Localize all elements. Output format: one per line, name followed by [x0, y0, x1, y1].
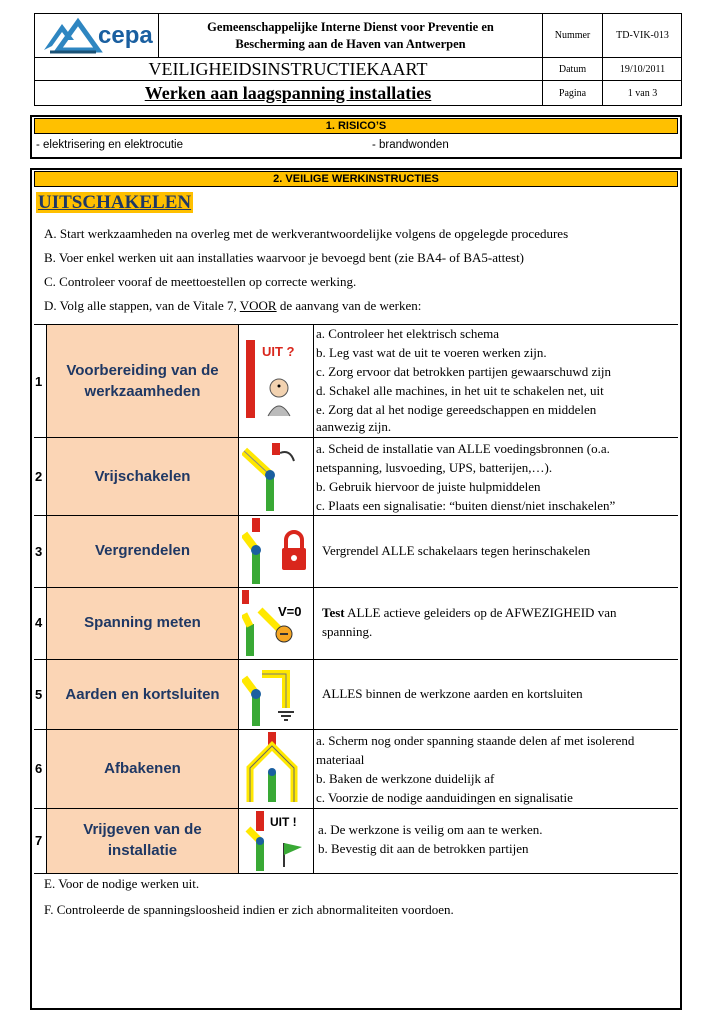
nummer-value: TD-VIK-013: [616, 30, 669, 41]
intro-item-a: A. Start werkzaamheden na overleg met de werkverantwoordelijke volgens de opgelegde procedures: [44, 226, 569, 241]
step5-line: ALLES binnen de werkzone aarden en kortsluiten: [322, 686, 583, 701]
padlock-icon: [242, 518, 310, 584]
step-label-vrijgeven: Vrijgeven van de installatie: [83, 821, 202, 859]
intro-item-d: D. Volg alle stappen, van de Vitale 7, VOOR de aanvang van de werken:: [44, 298, 422, 313]
datum-value: 19/10/2011: [619, 63, 666, 75]
step2-line: netspanning, lusvoeding, UPS, batterijen,…).: [316, 460, 553, 475]
step4-line: spanning.: [322, 624, 373, 639]
risk-item: - brandwonden: [372, 139, 449, 151]
doc-title: VEILIGHEIDSINSTRUCTIEKAART: [148, 58, 428, 79]
risks-heading: 1. RISICO’S: [34, 118, 678, 134]
step-label-aarden: Aarden en kortsluiten: [65, 686, 220, 703]
step6-line: materiaal: [316, 752, 365, 767]
step7-line: b. Bevestig dit aan de betrokken partijen: [318, 841, 529, 856]
doc-subtitle: Werken aan laagspanning installaties: [144, 83, 432, 103]
org-name: Gemeenschappelijke Interne Dienst voor Preventie en Bescherming aan de Haven van Antwerpen: [207, 20, 494, 51]
step2-line: a. Scheid de installatie van ALLE voedingsbronnen (o.a.: [316, 441, 610, 456]
intro-item-b: B. Voer enkel werken uit aan installaties waarvoor je bevoegd bent (zie BA4- of BA5-attest): [44, 250, 525, 265]
step2-line: c. Plaats een signalisatie: “buiten dienst/niet inschakelen”: [316, 498, 616, 513]
step-number: 3: [35, 544, 43, 559]
step-number: 2: [35, 469, 43, 484]
step1-line: e. Zorg dat al het nodige gereedschappen en middelen: [316, 402, 597, 417]
step7-line: a. De werkzone is veilig om aan te werken.: [318, 822, 543, 837]
datum-label: Datum: [558, 63, 587, 75]
uit-question-icon: UIT ?: [246, 340, 308, 418]
cepa-logo: [38, 16, 156, 56]
outro-item-f: F. Controleerde de spanningsloosheid indien er zich abnormaliteiten voordoen.: [44, 902, 454, 917]
grounding-icon: [242, 662, 310, 726]
pagina-value: 1 van 3: [627, 88, 658, 99]
step-number: 4: [35, 615, 43, 630]
section-title: UITSCHAKELEN: [38, 192, 192, 213]
step-number: 6: [35, 761, 43, 776]
step6-line: a. Scherm nog onder spanning staande delen af met isolerend: [316, 733, 635, 748]
step-label-voorbereiding: Voorbereiding van de werkzaamheden: [66, 362, 219, 400]
step1-line: aanwezig zijn.: [316, 419, 392, 434]
step-label-vrijschakelen: Vrijschakelen: [94, 468, 191, 485]
step4-line: Test ALLE actieve geleiders op de AFWEZIGHEID van: [322, 605, 617, 620]
instructions-heading: 2. VEILIGE WERKINSTRUCTIES: [34, 171, 678, 187]
step-number: 7: [35, 833, 43, 848]
nummer-label: Nummer: [554, 30, 591, 41]
step-label-afbakenen: Afbakenen: [104, 760, 181, 777]
step-label-spanning-meten: Spanning meten: [84, 614, 201, 631]
step1-line: c. Zorg ervoor dat betrokken partijen gewaarschuwd zijn: [316, 364, 612, 379]
voltmeter-icon: V=0: [242, 590, 310, 656]
pagina-label: Pagina: [558, 88, 587, 99]
switch-open-icon: [242, 443, 310, 511]
outro-item-e: E. Voor de nodige werken uit.: [44, 876, 200, 891]
step1-line: a. Controleer het elektrisch schema: [316, 326, 500, 341]
step3-line: Vergrendel ALLE schakelaars tegen herinschakelen: [322, 543, 591, 558]
logo-text: cepa: [98, 22, 153, 49]
intro-item-c: C. Controleer vooraf de meettoestellen op correcte werking.: [44, 274, 357, 289]
step1-line: b. Leg vast wat de uit te voeren werken zijn.: [316, 345, 547, 360]
step-number: 1: [35, 374, 43, 389]
step-number: 5: [35, 687, 43, 702]
release-flag-icon: UIT !: [244, 811, 312, 871]
step1-line: d. Schakel alle machines, in het uit te schakelen net, uit: [316, 383, 604, 398]
step6-line: b. Baken de werkzone duidelijk af: [316, 771, 495, 786]
risk-item: - elektrisering en elektrocutie: [36, 139, 184, 151]
step6-line: c. Voorzie de nodige aanduidingen en signalisatie: [316, 790, 573, 805]
step2-line: b. Gebruik hiervoor de juiste hulpmiddelen: [316, 479, 541, 494]
barrier-icon: [242, 732, 310, 804]
step-label-vergrendelen: Vergrendelen: [94, 542, 191, 559]
